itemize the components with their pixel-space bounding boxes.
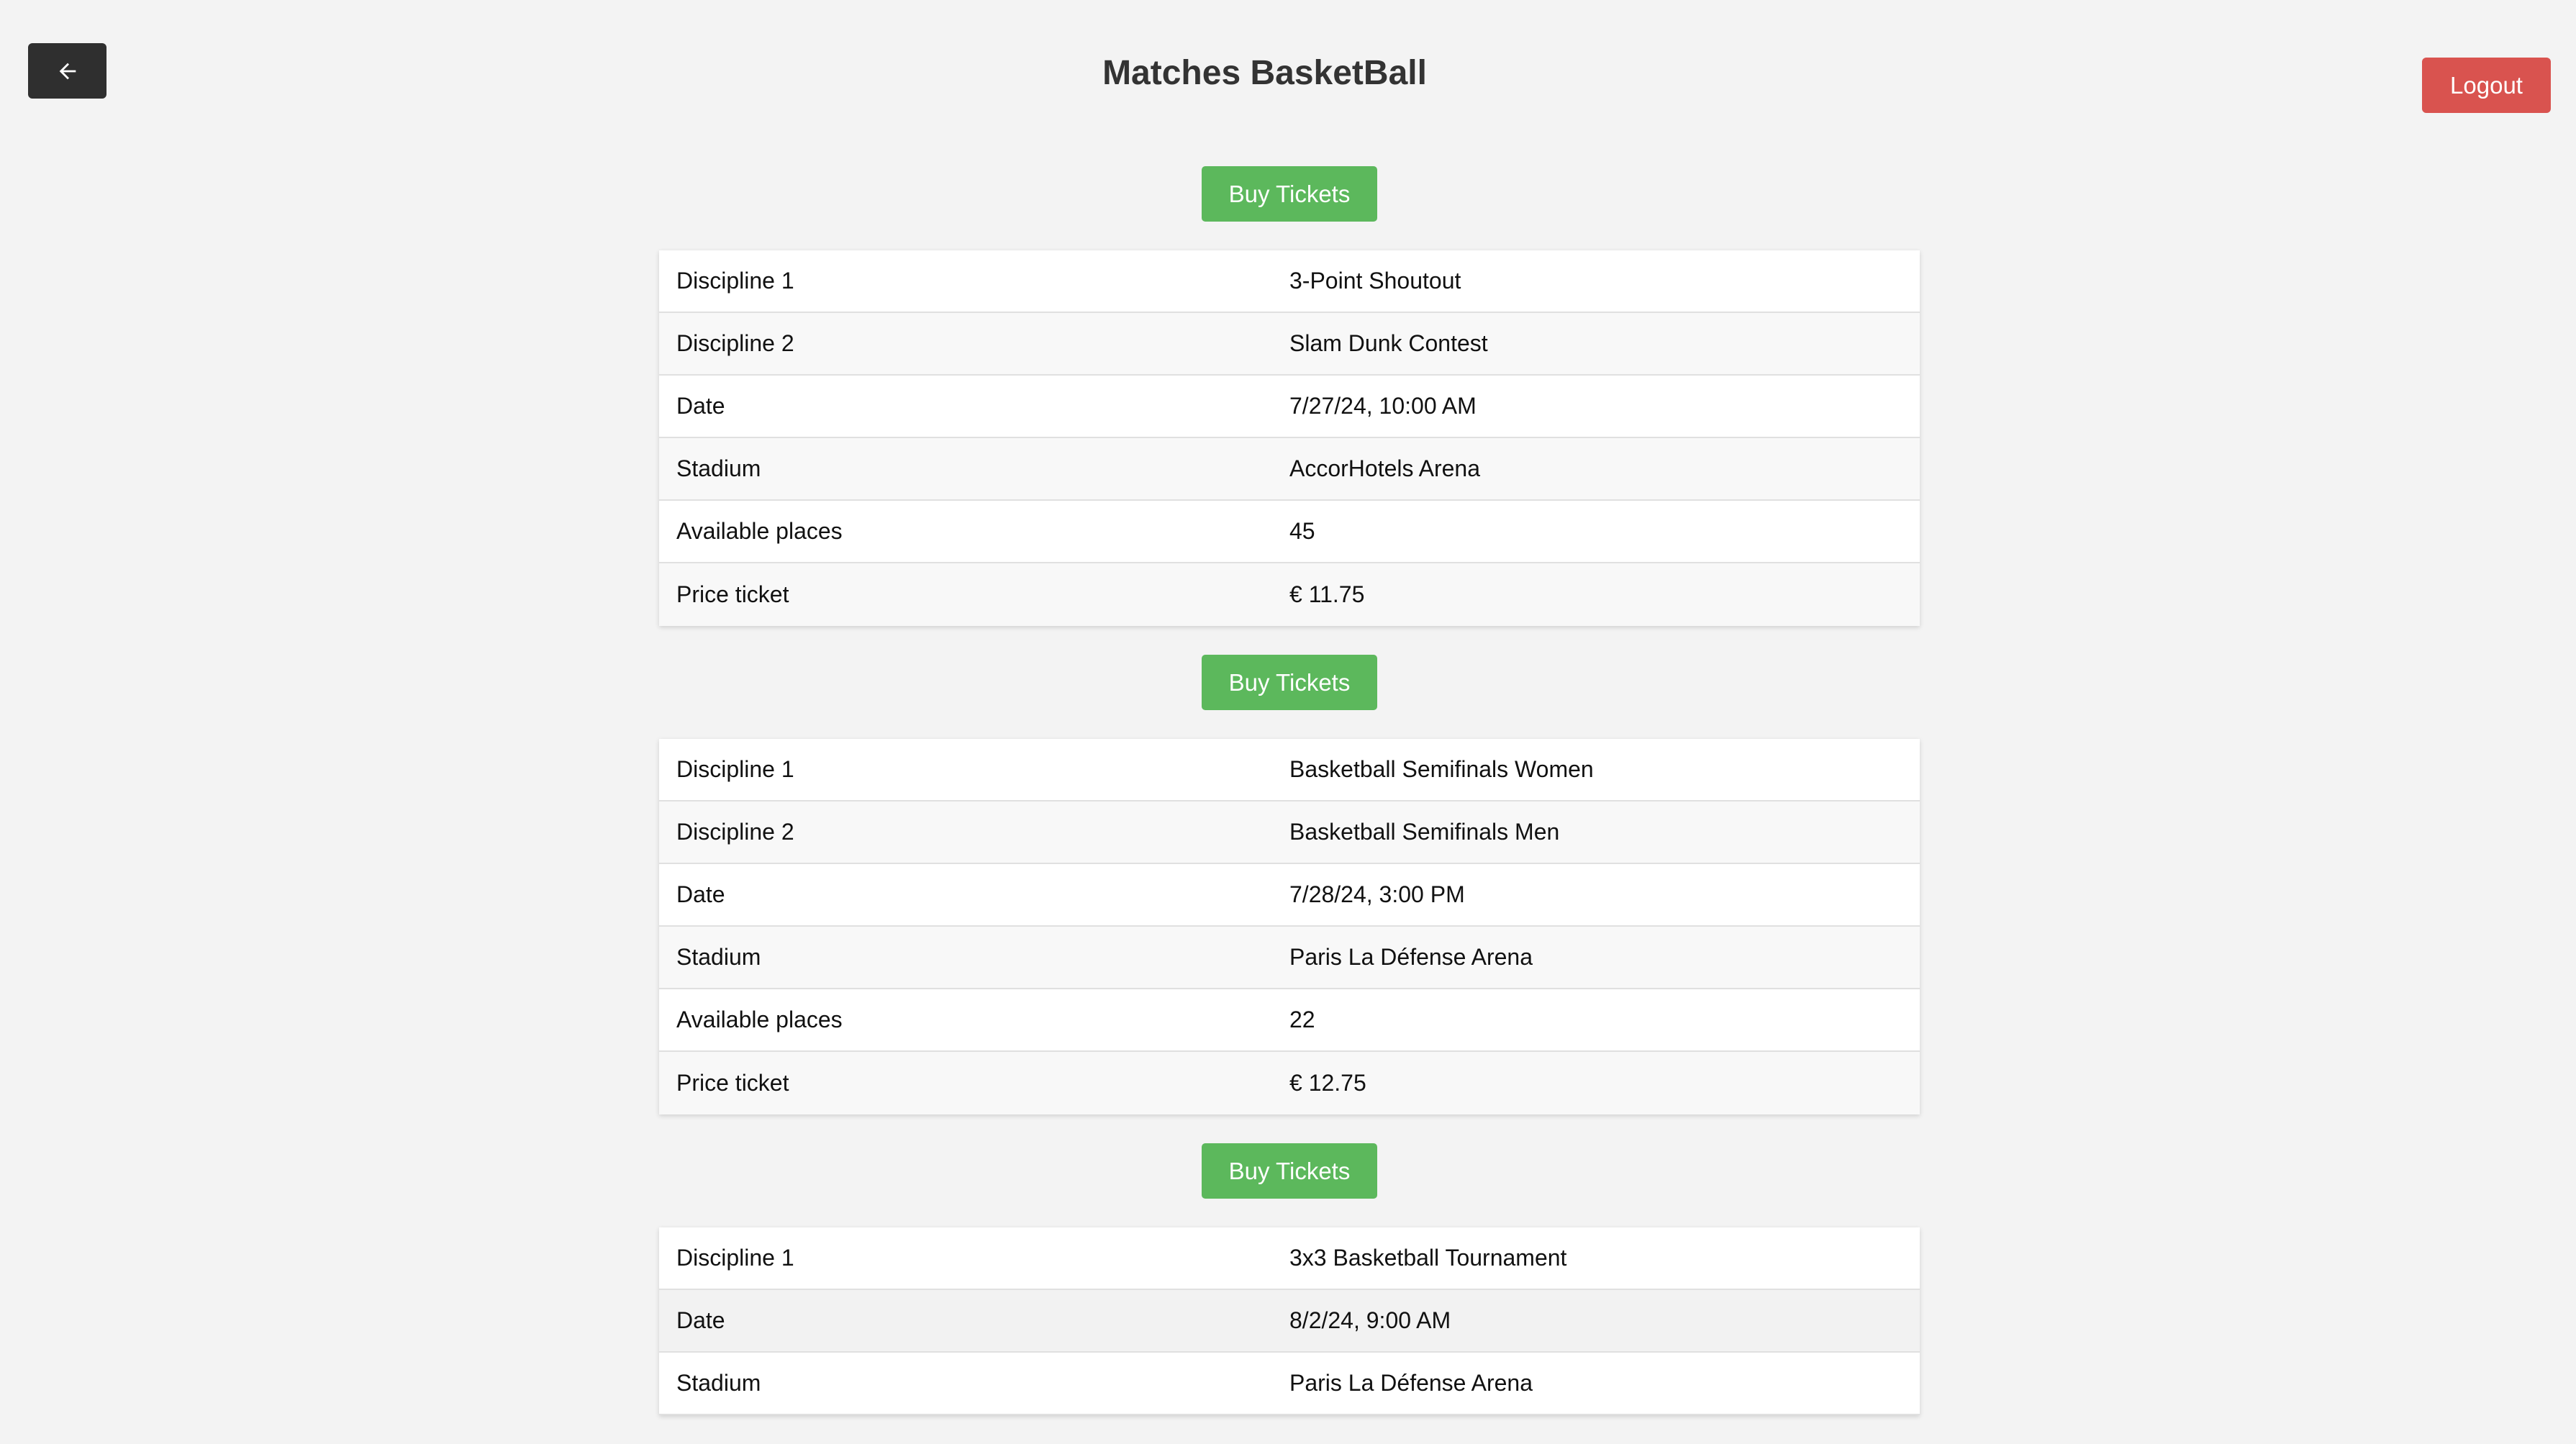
match-details-table (659, 1227, 1920, 1415)
table-row (659, 501, 1920, 563)
row-label: Stadium (676, 1370, 761, 1396)
table-row (659, 927, 1920, 989)
row-value: Slam Dunk Contest (1289, 330, 1488, 356)
match-details-table (659, 739, 1920, 1114)
row-label: Discipline 2 (676, 330, 794, 356)
row-label: Stadium (676, 944, 761, 970)
row-value: 7/27/24, 10:00 AM (1289, 393, 1477, 419)
row-value: Paris La Défense Arena (1289, 944, 1533, 970)
row-label: Discipline 1 (676, 756, 794, 782)
buy-tickets-button[interactable]: Buy Tickets (1202, 166, 1377, 222)
logout-button[interactable]: Logout (2422, 58, 2551, 113)
match-card (659, 655, 1920, 1114)
table-row (659, 376, 1920, 438)
table-row (659, 1290, 1920, 1353)
row-value: 22 (1289, 1007, 1315, 1032)
row-label: Date (676, 393, 725, 419)
table-row (659, 739, 1920, 802)
match-details-table (659, 250, 1920, 626)
row-label: Price ticket (676, 581, 789, 607)
table-row (659, 1227, 1920, 1290)
table-row (659, 864, 1920, 927)
row-label: Available places (676, 518, 843, 544)
row-label: Discipline 1 (676, 268, 794, 294)
matches-list (659, 166, 1920, 1444)
row-value: € 12.75 (1289, 1070, 1366, 1096)
row-label: Discipline 2 (676, 819, 794, 845)
table-row (659, 563, 1920, 626)
row-value: Basketball Semifinals Women (1289, 756, 1594, 782)
row-value: AccorHotels Arena (1289, 455, 1481, 481)
match-card (659, 1143, 1920, 1415)
top-bar (0, 0, 2576, 144)
table-row (659, 313, 1920, 376)
table-row (659, 1052, 1920, 1114)
row-label: Discipline 1 (676, 1245, 794, 1271)
table-row (659, 1353, 1920, 1415)
row-label: Stadium (676, 455, 761, 481)
row-value: Basketball Semifinals Men (1289, 819, 1560, 845)
buy-tickets-button[interactable]: Buy Tickets (1202, 655, 1377, 710)
buy-tickets-button[interactable]: Buy Tickets (1202, 1143, 1377, 1199)
row-value: Paris La Défense Arena (1289, 1370, 1533, 1396)
row-label: Price ticket (676, 1070, 789, 1096)
table-row (659, 250, 1920, 313)
row-label: Available places (676, 1007, 843, 1032)
page-title: Matches BasketBall (1102, 54, 1427, 92)
match-card (659, 166, 1920, 626)
row-value: 3-Point Shoutout (1289, 268, 1461, 294)
row-value: € 11.75 (1289, 581, 1365, 607)
row-value: 3x3 Basketball Tournament (1289, 1245, 1567, 1271)
row-value: 7/28/24, 3:00 PM (1289, 881, 1465, 907)
table-row (659, 989, 1920, 1052)
table-row (659, 438, 1920, 501)
row-label: Date (676, 1307, 725, 1333)
row-label: Date (676, 881, 725, 907)
row-value: 45 (1289, 518, 1315, 544)
table-row (659, 802, 1920, 864)
row-value: 8/2/24, 9:00 AM (1289, 1307, 1451, 1333)
